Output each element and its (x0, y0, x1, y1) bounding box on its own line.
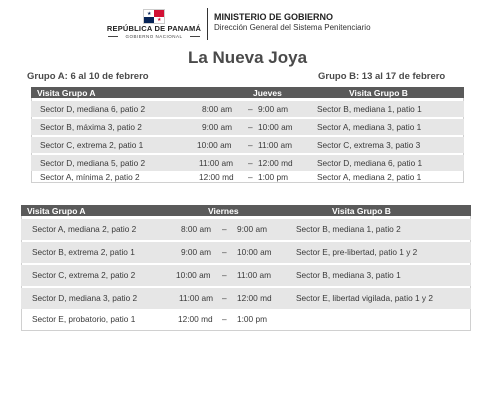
end-time: 12:00 md (258, 158, 293, 168)
government-label: GOBIERNO NACIONAL (125, 34, 183, 39)
group-b-cell: Sector D, mediana 6, patio 1 (317, 158, 423, 168)
end-time: 10:00 am (237, 247, 272, 257)
header-day: Jueves (253, 87, 282, 98)
start-time: 12:00 md (199, 172, 234, 182)
start-time: 8:00 am (202, 104, 232, 114)
table-row (31, 101, 464, 117)
dash: – (222, 314, 227, 324)
start-time: 10:00 am (176, 270, 211, 280)
group-a-cell: Sector C, extrema 2, patio 2 (32, 270, 136, 280)
ministry-label: MINISTERIO DE GOBIERNO (214, 12, 334, 22)
group-b-cell: Sector B, mediana 3, patio 1 (296, 270, 401, 280)
directorate-label: Dirección General del Sistema Penitenciario (214, 23, 371, 32)
group-a-cell: Sector B, extrema 2, patio 1 (32, 247, 135, 257)
dash: – (248, 158, 253, 168)
group-a-cell: Sector A, mediana 2, patio 2 (32, 224, 137, 234)
table-header (31, 87, 464, 98)
panama-flag-icon: ★ ★ (143, 9, 165, 24)
header-day: Viernes (208, 205, 239, 216)
group-a-cell: Sector E, probatorio, patio 1 (32, 314, 136, 324)
dash: – (222, 247, 227, 257)
table-row (21, 288, 471, 309)
table-row (21, 219, 471, 240)
end-time: 12:00 md (237, 293, 272, 303)
table-row (21, 265, 471, 286)
start-time: 10:00 am (197, 140, 232, 150)
end-time: 11:00 am (237, 270, 271, 280)
start-time: 12:00 md (178, 314, 213, 324)
republic-label: REPÚBLICA DE PANAMÁ (106, 24, 202, 33)
friday-schedule-table (21, 205, 471, 331)
dash: – (222, 293, 227, 303)
header (0, 0, 495, 46)
group-b-cell: Sector A, mediana 2, patio 1 (317, 172, 422, 182)
end-time: 1:00 pm (237, 314, 267, 324)
thursday-schedule-table (31, 87, 464, 183)
dash: – (248, 104, 253, 114)
table-row (31, 119, 464, 135)
table-header (21, 205, 471, 216)
start-time: 8:00 am (181, 224, 211, 234)
dash: – (248, 122, 253, 132)
header-group-a: Visita Grupo A (27, 205, 86, 216)
start-time: 11:00 am (179, 293, 213, 303)
group-a-cell: Sector B, máxima 3, patio 2 (40, 122, 142, 132)
group-b-cell: Sector E, pre-libertad, patio 1 y 2 (296, 247, 418, 257)
group-b-dates: Grupo B: 13 al 17 de febrero (318, 71, 446, 82)
table-row (31, 155, 464, 171)
group-b-cell: Sector C, extrema 3, patio 3 (317, 140, 421, 150)
group-a-cell: Sector D, mediana 3, patio 2 (32, 293, 138, 303)
dash: – (222, 224, 227, 234)
start-time: 11:00 am (199, 158, 233, 168)
table-row (31, 137, 464, 153)
group-b-cell: Sector B, mediana 1, patio 1 (317, 104, 422, 114)
header-group-b: Visita Grupo B (332, 205, 391, 216)
group-a-cell: Sector A, mínima 2, patio 2 (40, 172, 140, 182)
table-row (31, 173, 464, 183)
end-time: 10:00 am (258, 122, 293, 132)
table-row (21, 242, 471, 263)
group-a-cell: Sector C, extrema 2, patio 1 (40, 140, 144, 150)
end-time: 9:00 am (258, 104, 288, 114)
header-group-a: Visita Grupo A (37, 87, 96, 98)
group-a-cell: Sector D, mediana 6, patio 2 (40, 104, 146, 114)
end-time: 9:00 am (237, 224, 267, 234)
end-time: 11:00 am (258, 140, 292, 150)
dash: – (222, 270, 227, 280)
dash: – (248, 140, 253, 150)
header-group-b: Visita Grupo B (349, 87, 408, 98)
group-a-cell: Sector D, mediana 5, patio 2 (40, 158, 146, 168)
group-a-dates: Grupo A: 6 al 10 de febrero (27, 71, 149, 82)
page-title: La Nueva Joya (187, 48, 308, 67)
header-divider (207, 8, 208, 40)
group-b-cell: Sector B, mediana 1, patio 2 (296, 224, 401, 234)
group-b-cell: Sector A, mediana 3, patio 1 (317, 122, 422, 132)
start-time: 9:00 am (202, 122, 232, 132)
group-b-cell: Sector E, libertad vigilada, patio 1 y 2 (296, 293, 433, 303)
table-row (21, 311, 471, 329)
end-time: 1:00 pm (258, 172, 288, 182)
dash: – (248, 172, 253, 182)
start-time: 9:00 am (181, 247, 211, 257)
